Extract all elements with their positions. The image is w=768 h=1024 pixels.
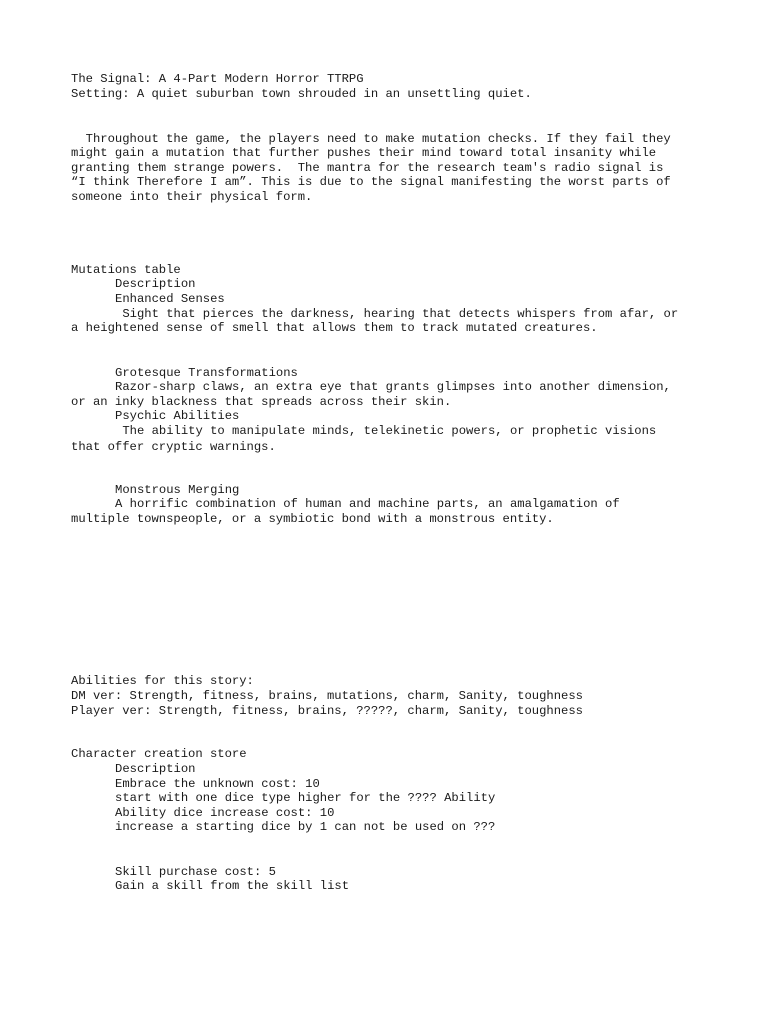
mutation-desc-enhanced-senses-2: a heightened sense of smell that allows them to track mutated creatures. (71, 321, 598, 335)
mutation-name-psychic: Psychic Abilities (115, 409, 240, 423)
mutation-desc-enhanced-senses-1: Sight that pierces the darkness, hearing that detects whispers from afar, or (115, 307, 679, 321)
abilities-heading: Abilities for this story: (71, 674, 254, 688)
mutation-desc-monstrous-2: multiple townspeople, or a symbiotic bond with a monstrous entity. (71, 512, 554, 526)
mutation-name-enhanced-senses: Enhanced Senses (115, 292, 225, 306)
document-title: The Signal: A 4-Part Modern Horror TTRPG (71, 72, 364, 86)
mutations-heading: Mutations table (71, 263, 181, 277)
store-heading: Character creation store (71, 747, 247, 761)
mutation-name-monstrous: Monstrous Merging (115, 483, 240, 497)
intro-line-5: someone into their physical form. (71, 190, 313, 204)
store-description-label: Description (115, 762, 196, 776)
store-item-embrace-desc: start with one dice type higher for the ???? Ability (115, 791, 496, 805)
mutation-desc-grotesque-1: Razor-sharp claws, an extra eye that grants glimpses into another dimension, (115, 380, 671, 394)
setting-line: Setting: A quiet suburban town shrouded in an unsettling quiet. (71, 87, 532, 101)
abilities-player-version: Player ver: Strength, fitness, brains, ?????, charm, Sanity, toughness (71, 704, 583, 718)
store-item-ability-dice: Ability dice increase cost: 10 (115, 806, 335, 820)
mutations-description-label: Description (115, 277, 196, 291)
store-item-ability-dice-desc: increase a starting dice by 1 can not be used on ??? (115, 820, 496, 834)
store-item-skill-desc: Gain a skill from the skill list (115, 879, 350, 893)
mutation-desc-monstrous-1: A horrific combination of human and machine parts, an amalgamation of (115, 497, 620, 511)
mutation-desc-grotesque-2: or an inky blackness that spreads across their skin. (71, 395, 452, 409)
intro-line-4: “I think Therefore I am”. This is due to the signal manifesting the worst parts of (71, 175, 671, 189)
mutation-desc-psychic-1: The ability to manipulate minds, telekinetic powers, or prophetic visions (115, 424, 657, 438)
intro-line-1: Throughout the game, the players need to make mutation checks. If they fail they (71, 132, 671, 146)
store-item-skill: Skill purchase cost: 5 (115, 865, 276, 879)
store-item-embrace: Embrace the unknown cost: 10 (115, 777, 320, 791)
intro-line-2: might gain a mutation that further pushes their mind toward total insanity while (71, 146, 657, 160)
intro-line-3: granting them strange powers. The mantra for the research team's radio signal is (71, 161, 664, 175)
mutation-desc-psychic-2: that offer cryptic warnings. (71, 440, 276, 454)
mutation-name-grotesque: Grotesque Transformations (115, 366, 298, 380)
abilities-dm-version: DM ver: Strength, fitness, brains, mutations, charm, Sanity, toughness (71, 689, 583, 703)
